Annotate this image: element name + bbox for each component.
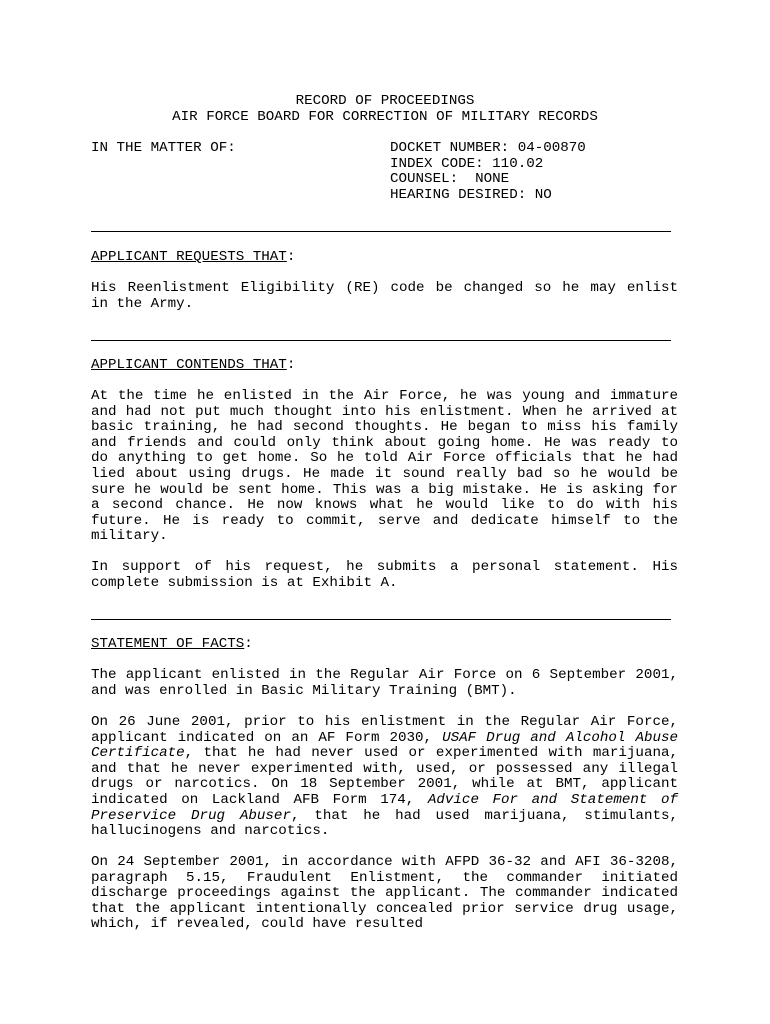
divider (91, 619, 671, 620)
form-174-title: Advice For and Statement of Preservice Drug Abuser (91, 791, 678, 824)
index-code: INDEX CODE: 110.02 (390, 156, 544, 172)
requests-text: His Reenlistment Eligibility (RE) code be changed so he may enlist in the Army. (91, 280, 678, 312)
facts-heading: STATEMENT OF FACTS: (91, 636, 253, 652)
requests-heading-text: APPLICANT REQUESTS THAT (91, 249, 287, 265)
record-title: RECORD OF PROCEEDINGS (295, 93, 475, 109)
board-title: AIR FORCE BOARD FOR CORRECTION OF MILITARY RECORDS (172, 109, 598, 125)
counsel: COUNSEL: NONE (390, 171, 510, 187)
facts-p2-part-c: , that he had used marijuana, stimulants, hallucinogens and narcotics. (91, 807, 678, 840)
facts-paragraph-3: On 24 September 2001, in accordance with AFPD 36-32 and AFI 36-3208, paragraph 5.15, Fraudulent Enlistment, the commander initiated discharge proceedings against the applicant. The commander indicated that the applicant intentionally concealed prior service drug usage, which, if revealed, could have resulted (91, 854, 678, 933)
facts-heading-text: STATEMENT OF FACTS (91, 636, 245, 652)
divider (91, 231, 671, 232)
facts-paragraph-2 (91, 715, 678, 840)
facts-p2-part-a: On 26 June 2001, prior to his enlistment in the Regular Air Force, applicant indicated on an AF Form 2030, (91, 714, 678, 746)
hearing-desired: HEARING DESIRED: NO (390, 187, 552, 203)
facts-p2-part-b: , that he had never used or experimented with marijuana, and that he never experimented with, used, or possessed any illegal drugs or narcotics. On 18 September 2001, while at BMT, applicant indicated on Lackland AFB Form 174, (91, 745, 678, 808)
docket-number: DOCKET NUMBER: 04-00870 (390, 140, 586, 156)
facts-paragraph-1: The applicant enlisted in the Regular Air Force on 6 September 2001, and was enrolled in Basic Military Training (BMT). (91, 667, 678, 699)
form-2030-title: USAF Drug and Alcohol Abuse Certificate (91, 729, 679, 762)
contends-heading: APPLICANT CONTENDS THAT: (91, 357, 296, 373)
requests-heading: APPLICANT REQUESTS THAT: (91, 249, 296, 265)
contends-paragraph-2: In support of his request, he submits a personal statement. His complete submission is at Exhibit A. (91, 559, 678, 591)
matter-label: IN THE MATTER OF: (91, 140, 236, 156)
divider (91, 340, 671, 341)
contends-heading-text: APPLICANT CONTENDS THAT (91, 357, 287, 373)
contends-paragraph-1: At the time he enlisted in the Air Force, he was young and immature and had not put much thought into his enlistment. When he arrived at basic training, he had second thoughts. He began to miss his family and friends and could only think about going home. He was ready to do anything to get home. So he told Air Force officials that he had lied about using drugs. He made it sound really bad so he would be sure he would be sent home. This was a big mistake. He is asking for a second chance. He now knows what he would like to do with his future. He is ready to commit, serve and dedicate himself to the military. (91, 388, 678, 545)
